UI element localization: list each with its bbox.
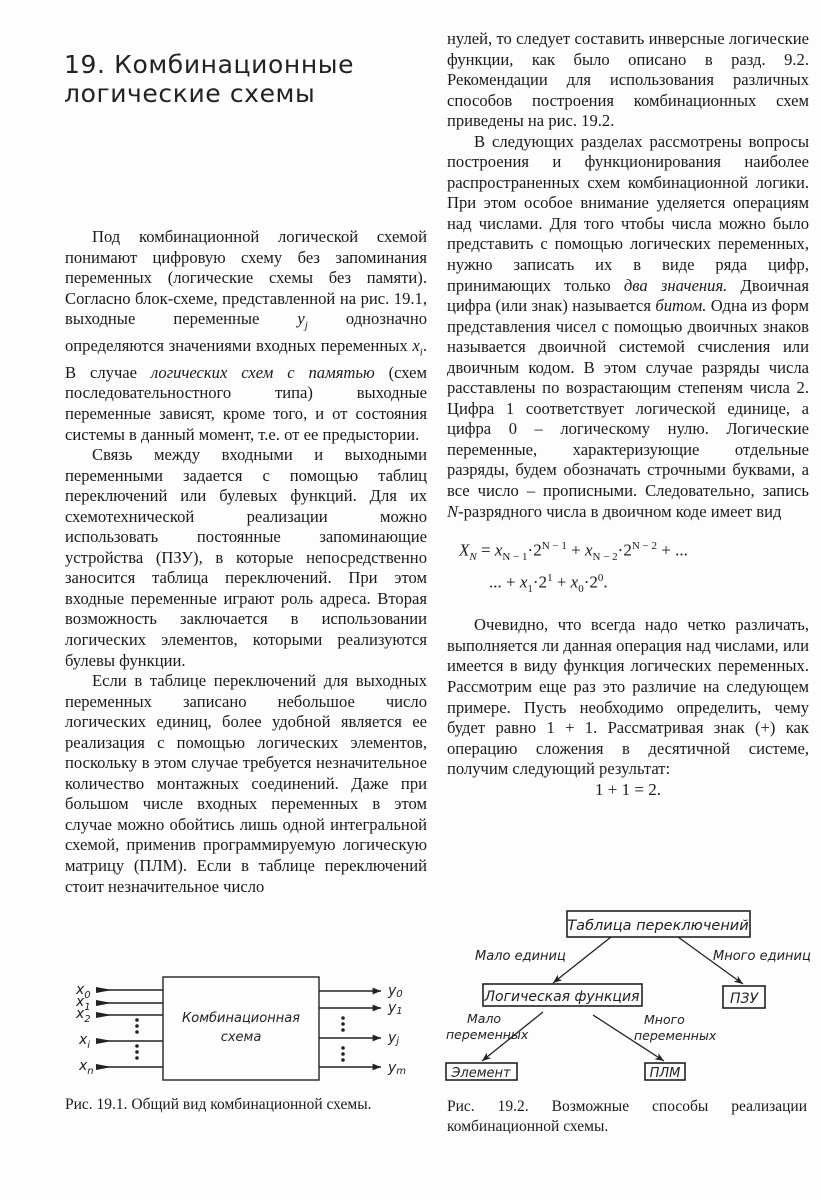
output-yj: yj [388,1030,400,1047]
input-x2: $x_2$ [76,1006,91,1025]
input-xi: $x_i$ [79,1032,91,1051]
svg-text:Элемент: Элемент [451,1066,511,1081]
equation-one-plus-one: 1 + 1 = 2. [595,779,661,799]
paragraph-logic-elements: Если в таблице переключений для выходных переменных записано небольшое число логических единиц, более удобной является ее реализация с помощью логических элементов, поскольку в этом случае требуется незначительное количество монтажных соединений. Даже при большом числе входных переменных в этом случае можно обойтись лишь одной интегральной схемой, применив программируемую логическую матрицу (ПЛМ). Если в таблице переключений стоит незначительное число [65,671,427,896]
input-lines [98,990,163,1067]
figure-implementation-tree [440,900,820,1090]
svg-text:ПЛМ: ПЛМ [649,1066,681,1081]
svg-text:Логическая функция: Логическая функция [484,989,640,1005]
input-xn: $x_n$ [79,1058,94,1077]
chapter-title-line1: 19. Комбинационные [64,49,355,79]
output-lines [319,991,381,1067]
svg-text:Мало единиц: Мало единиц [475,949,566,964]
binary-number-formula: $X_N = x_{N - 1}\cdot 2^{N - 1} + x_{N - 2}\cdot 2^{N - 2}$ + ... ... + $x_1\cdot 2^1 + x_0\cdot 2^0$. [459,540,688,595]
paragraph-binary-numbers: В следующих разделах рассмотрены вопросы построения и функционирования наиболее распространенных схем комбинационной логики. При этом особое внимание уделяется операциям над числами. Для того чтобы числа можно было представить с помощью логических переменных, нужно записать их в виде ряда цифр, принимающих только два значения. Двоичная цифра (или знак) называется битом. Одна из форм представления чисел с помощью двоичных знаков называется двоичной системой счисления или двоичным кодом. В этом случае разряды числа расставлены по возрастающим степеням числа 2. Цифра 1 соответствует логической единице, а цифра 0 – логическому нулю. Логические переменные, характеризующие отдельные разряды, будем обозначать строчными буквами, а все число – прописными. Следовательно, запись N-разрядного числа в двоичном коде имеет вид [447,131,809,521]
chapter-title [64,50,354,108]
figure-19-2-caption: Рис. 19.2. Возможные способы реализации комбинационной схемы. [447,1098,807,1135]
svg-text:Много единиц: Много единиц [713,949,811,964]
paragraph-switching-tables: Связь между входными и выходными переменными задается с помощью таблиц переключений или булевых функций. Для их схемотехнической реализации можно использовать постоянные запоминающие устройства (ПЗУ), в которые непосредственно заносится таблица переключений. При этом входные переменные играют роль адреса. Вторая возможность заключается в использовании логических элементов, которыми реализуются булевы функции. [65,445,427,670]
paragraph-definition: Под комбинационной логической схемой понимают цифровую схему без запоминания переменных (логические схемы без памяти). Согласно блок-схеме, представленной на рис. 19.1, выходные переменные $y_j$ однозначно определяются значениями входных переменных $x_i$. В случае логических схем с памятью (схем последовательностного типа) выходные переменные зависят, кроме того, и от состояния системы в данный момент, т.е. от ее предыстории. [65,227,428,444]
figure-combinational-circuit [60,965,440,1090]
output-y0: y0 [388,983,403,1000]
svg-text:переменных: переменных [446,1027,529,1042]
svg-text:Много: Много [644,1012,685,1027]
output-ym: ym [388,1060,407,1077]
output-ellipsis-dots [341,1016,345,1062]
output-y1: y1 [388,1000,403,1017]
input-x0: $x_0$ [76,982,91,1001]
svg-text:схема: схема [220,1030,262,1045]
right-column [447,29,809,800]
left-column [65,227,427,897]
svg-text:Мало: Мало [467,1011,502,1026]
svg-text:ПЗУ: ПЗУ [729,991,759,1007]
svg-text:Комбинационная: Комбинационная [182,1011,300,1026]
input-arrowheads [96,987,112,1070]
figure-19-1-caption: Рис. 19.1. Общий вид комбинационной схемы. [65,1096,372,1113]
chapter-title-line2: логические схемы [64,78,316,108]
svg-text:переменных: переменных [634,1028,717,1043]
paragraph-continuation: нулей, то следует составить инверсные логические функции, как было описано в разд. 9.2. Рекомендации для использования различных способов построения комбинационных схем приведены на рис. 19.2. [447,29,809,131]
paragraph-example: Очевидно, что всегда надо четко различать, выполняется ли данная операция над числами, или имеется в виду функция логических переменных. Рассмотрим еще раз это различие на следующем примере. Пусть необходимо определить, чему будет равно 1 + 1. Рассматривая знак (+) как операцию сложения в десятичной системе, получим следующий результат: [447,615,809,779]
circuit-box [163,977,319,1080]
input-x1: $x_1$ [76,994,91,1013]
svg-text:Таблица переключений: Таблица переключений [567,918,749,934]
input-ellipsis-dots [135,1018,139,1060]
